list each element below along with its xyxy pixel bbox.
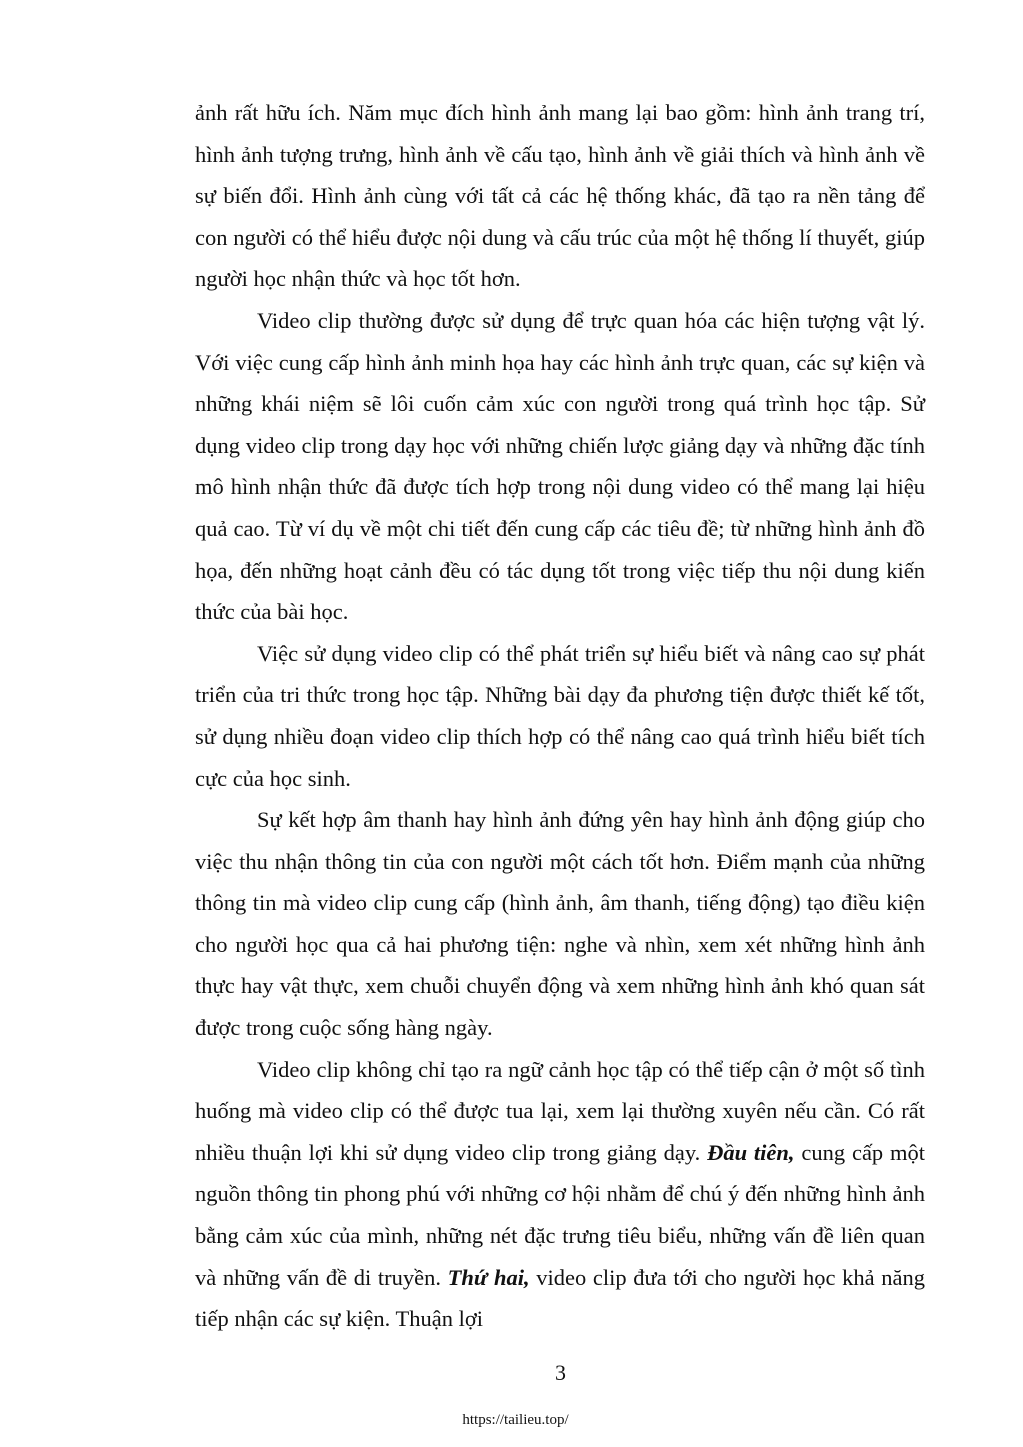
paragraph-video-clip-advantages	[195, 1049, 925, 1340]
paragraph-video-clip-visualization: Video clip thường được sử dụng để trực quan hóa các hiện tượng vật lý. Với việc cung cấp hình ảnh minh họa hay các hình ảnh trực quan, các sự kiện và những khái niệm sẽ lôi cuốn cảm xúc con người trong quá trình học tập. Sử dụng video clip trong dạy học với những chiến lược giảng dạy và những đặc tính mô hình nhận thức đã được tích hợp trong nội dung video có thể mang lại hiệu quả cao. Từ ví dụ về một chi tiết đến cung cấp các tiêu đề; từ những hình ảnh đồ họa, đến những hoạt cảnh đều có tác dụng tốt trong việc tiếp thu nội dung kiến thức của bài học.	[195, 307, 925, 625]
text-run: video clip đưa tới cho người học khả năng tiếp nhận các sự kiện. Thuận lợi	[195, 1264, 925, 1332]
paragraph-video-clip-understanding: Việc sử dụng video clip có thể phát triển sự hiểu biết và nâng cao sự phát triển của tri thức trong học tập. Những bài dạy đa phương tiện được thiết kế tốt, sử dụng nhiều đoạn video clip thích hợp có thể nâng cao quá trình hiểu biết tích cực của học sinh.	[195, 640, 925, 791]
paragraph-sound-image-combination: Sự kết hợp âm thanh hay hình ảnh đứng yên hay hình ảnh động giúp cho việc thu nhận thông tin của con người một cách tốt hơn. Điểm mạnh của những thông tin mà video clip cung cấp (hình ảnh, âm thanh, tiếng động) tạo điều kiện cho người học qua cả hai phương tiện: nghe và nhìn, xem xét những hình ảnh thực hay vật thực, xem chuỗi chuyển động và xem những hình ảnh khó quan sát được trong cuộc sống hàng ngày.	[195, 807, 925, 1041]
emphasis-second: Thứ hai,	[447, 1264, 530, 1290]
text-run: Video clip không chỉ tạo ra ngữ cảnh học tập có thể tiếp cận ở một số tình huống mà video clip có thể được tua lại, xem lại thường xuyên nếu cần. Có rất nhiều thuận lợi khi sử dụng video clip trong giảng dạy.	[195, 1056, 925, 1165]
page-number: 3	[555, 1360, 566, 1385]
emphasis-first: Đầu tiên,	[707, 1139, 795, 1165]
text-run: cung cấp một nguồn thông tin phong phú với những cơ hội nhằm để chú ý đến những hình ảnh bằng cảm xúc của mình, những nét đặc trưng tiêu biểu, những vấn đề liên quan và những vấn đề di truyền.	[195, 1139, 926, 1290]
footer-url: https://tailieu.top/	[462, 1412, 569, 1428]
body-text	[195, 92, 925, 1340]
paragraph-continuation: ảnh rất hữu ích. Năm mục đích hình ảnh mang lại bao gồm: hình ảnh trang trí, hình ảnh tượng trưng, hình ảnh về cấu tạo, hình ảnh về giải thích và hình ảnh về sự biến đổi. Hình ảnh cùng với tất cả các hệ thống khác, đã tạo ra nền tảng để con người có thể hiểu được nội dung và cấu trúc của một hệ thống lí thuyết, giúp người học nhận thức và học tốt hơn.	[195, 100, 925, 292]
